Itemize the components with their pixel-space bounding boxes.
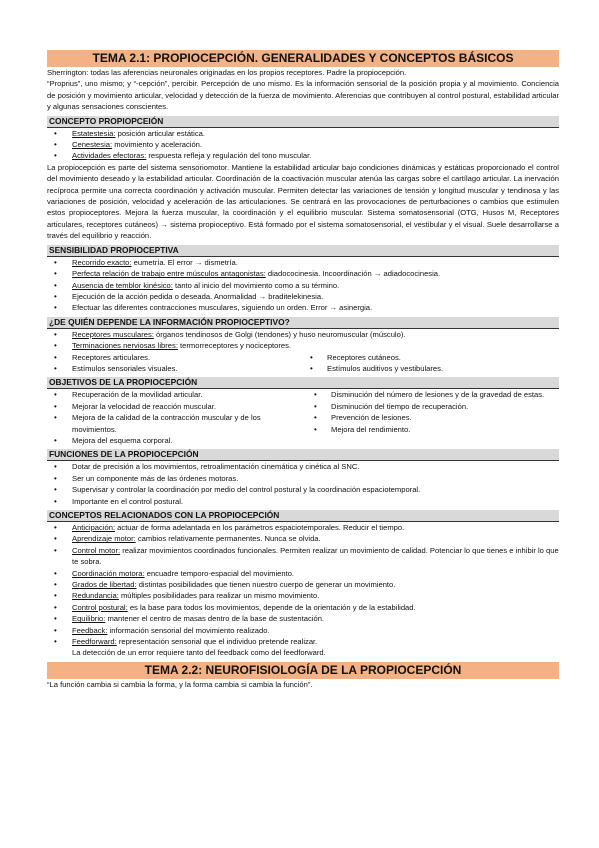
term: Cenestesia: bbox=[72, 140, 113, 150]
term: Equilibrio: bbox=[72, 614, 106, 624]
list-item bbox=[47, 545, 559, 568]
list-item bbox=[47, 579, 559, 590]
list-item: • Ser un componente más de las órdenes motoras. bbox=[47, 473, 559, 484]
term: Feedforward: bbox=[72, 637, 117, 647]
definition: encuadre temporo-espacial del movimiento. bbox=[144, 568, 295, 578]
list-item: • Receptores cutáneos. bbox=[303, 352, 559, 363]
list-item bbox=[47, 340, 559, 351]
list-item bbox=[47, 590, 559, 601]
list-item bbox=[47, 280, 559, 291]
document-page bbox=[47, 50, 559, 690]
term: Control motor: bbox=[72, 545, 121, 555]
list-item: • Dotar de precisión a los movimientos, retroalimentación cinemática y cinética al SNC. bbox=[47, 461, 559, 472]
list-item bbox=[47, 568, 559, 579]
list-item: • Receptores articulares. bbox=[47, 352, 303, 363]
definition: actuar de forma adelantada en los parámetros espaciotemporales. Reducir el tiempo. bbox=[115, 523, 405, 532]
list-item: • Recuperación de la movilidad articular. bbox=[47, 389, 299, 400]
concepto-list bbox=[47, 128, 559, 162]
list-item bbox=[47, 150, 559, 161]
objetivos-columns bbox=[47, 389, 559, 446]
depende-list bbox=[47, 329, 559, 352]
list-item bbox=[47, 257, 559, 268]
list-item: • Supervisar y controlar la coordinación por medio del control postural y la coordinación espaciotemporal. bbox=[47, 484, 559, 495]
list-item: • Disminución del número de lesiones y de la gravedad de estas. bbox=[307, 389, 559, 400]
depende-right-list bbox=[303, 352, 559, 375]
definition: movimiento y aceleración. bbox=[112, 140, 203, 150]
tema-1-title: TEMA 2.1: PROPIOCEPCIÓN. GENERALIDADES Y CONCEPTOS BÁSICOS bbox=[47, 50, 559, 67]
section-concepto-heading: CONCEPTO PROPIOPCEIÓN bbox=[47, 116, 559, 128]
list-item: • Mejorar la velocidad de reacción muscular. bbox=[47, 401, 299, 412]
section-objetivos-heading: OBJETIVOS DE LA PROPIOCEPCIÓN bbox=[47, 377, 559, 389]
definition: posición articular estática. bbox=[115, 128, 205, 138]
concepto-paragraph: La propiocepción es parte del sistema sensoriomotor. Mantiene la estabilidad articular bajo condiciones dinámicas y estáticas proporcionado el control del movimiento deseado y la estabilidad articular. Coordinación de la coactivación muscular atenúa las cargas sobre el cartílago articular. La inervación recíproca permite una correcta coordinación y activación muscular. Permiten detectar las variaciones de tensión y longitud muscular y tendinosa y las variaciones de posición, velocidad y aceleración de las articulaciones. Se centrará en las provocaciones de perturbaciones o cambios que estimulen estos propioceptores. Mejora la fuerza muscular, la coordinación y el equilibrio muscular. Sistema somatosensorial (OTG, Husos M, Receptores articulares, receptores cutáneos) → sistema propioceptivo. Está formado por el sistema somatosensorial, el vestibular y el visual. Suele desarrollarse a través del equilibrio y reacción. bbox=[47, 162, 559, 241]
list-item bbox=[47, 128, 559, 139]
term: Ausencia de temblor kinésico: bbox=[72, 280, 173, 290]
definition: termorreceptores y nociceptores. bbox=[177, 341, 292, 351]
objetivos-left-list bbox=[47, 389, 307, 446]
list-item bbox=[47, 533, 559, 544]
list-item: • Mejora del rendimiento. bbox=[307, 424, 559, 435]
term: Receptores musculares: bbox=[72, 329, 154, 339]
list-item bbox=[47, 613, 559, 624]
list-item: • Estímulos sensoriales visuales. bbox=[47, 363, 303, 374]
definition: es la base para todos los movimientos, depende de la orientación y de la estabilidad. bbox=[127, 602, 416, 612]
definition: diadococinesia. Incoordinación → adiadococinesia. bbox=[265, 269, 441, 279]
list-item: • Disminución del tiempo de recuperación. bbox=[307, 401, 559, 412]
term: Grados de libertad: bbox=[72, 580, 137, 590]
list-item bbox=[47, 139, 559, 150]
conceptos-list bbox=[47, 522, 559, 659]
list-item bbox=[47, 522, 559, 533]
term: Aprendizaje motor: bbox=[72, 534, 136, 544]
list-item: • Prevención de lesiones. bbox=[307, 412, 559, 423]
term: Coordinación motora: bbox=[72, 568, 145, 578]
list-item bbox=[47, 636, 559, 659]
list-item bbox=[47, 291, 559, 302]
list-item bbox=[47, 302, 559, 313]
term: Terminaciones nerviosas libres: bbox=[72, 341, 178, 351]
intro-line-1: Sherrington: todas las aferencias neuronales originadas en los propios receptores. Padre la propiocepción. bbox=[47, 68, 407, 77]
list-item: • Estímulos auditivos y vestibulares. bbox=[303, 363, 559, 374]
list-item bbox=[47, 329, 559, 340]
funciones-list bbox=[47, 461, 559, 507]
feedback-note: La detección de un error requiere tanto del feedback como del feedforward. bbox=[72, 648, 326, 658]
definition: Ejecución de la acción pedida o deseada. Anormalidad → braditelekinesia. bbox=[72, 291, 324, 301]
sensibilidad-list bbox=[47, 257, 559, 314]
depende-left-list bbox=[47, 352, 303, 375]
depende-columns bbox=[47, 352, 559, 375]
objetivos-right-list bbox=[307, 389, 559, 446]
term: Recorrido exacto: bbox=[72, 257, 132, 267]
definition: realizar movimientos coordinados funcionales. Permiten realizar un movimiento de calidad. Potenciar lo que tienes e inhibir lo que te sobra. bbox=[72, 545, 559, 567]
term: Redundancia: bbox=[72, 591, 119, 601]
section-sensibilidad-heading: SENSIBILIDAD PROPIOCEPTIVA bbox=[47, 245, 559, 257]
tema-2-title: TEMA 2.2: NEUROFISIOLOGÍA DE LA PROPIOCEPCIÓN bbox=[47, 662, 559, 679]
section-depende-heading: ¿DE QUIÉN DEPENDE LA INFORMACIÓN PROPIOCEPTIVO? bbox=[47, 317, 559, 329]
list-item bbox=[47, 602, 559, 613]
list-item bbox=[47, 625, 559, 636]
tema-2-quote: “La función cambia si cambia la forma, y la forma cambia si cambia la función”. bbox=[47, 679, 313, 689]
definition: representación sensorial que el individuo pretende realizar. bbox=[116, 637, 318, 647]
definition: mantener el centro de masas dentro de la base de sustentación. bbox=[105, 614, 325, 624]
definition: respuesta refleja y regulación del tono muscular. bbox=[146, 151, 312, 161]
definition: tanto al inicio del movimiento como a su término. bbox=[172, 280, 340, 290]
section-funciones-heading: FUNCIONES DE LA PROPIOCEPCIÓN bbox=[47, 449, 559, 461]
section-conceptos-heading: CONCEPTOS RELACIONADOS CON LA PROPIOCEPCIÓN bbox=[47, 510, 559, 522]
definition: eumetría. El error → dismetría. bbox=[131, 257, 238, 267]
definition: cambios relativamente permanentes. Nunca se olvida. bbox=[135, 534, 321, 544]
list-item: • Mejora de la calidad de la contracción muscular y de los movimientos. bbox=[47, 412, 299, 435]
term: Control postural: bbox=[72, 602, 128, 612]
list-item: • Importante en el control postural. bbox=[47, 496, 559, 507]
list-item bbox=[47, 268, 559, 279]
definition: información sensorial del movimiento realizado. bbox=[107, 625, 270, 635]
definition: distintas posibilidades que tienen nuestro cuerpo de generar un movimiento. bbox=[136, 580, 396, 590]
term: Anticipación: bbox=[72, 523, 116, 532]
term: Estatestesia: bbox=[72, 128, 116, 138]
term: Perfecta relación de trabajo entre músculos antagonistas: bbox=[72, 269, 266, 279]
term: Actividades efectoras: bbox=[72, 151, 147, 161]
definition: órganos tendinosos de Golgi (tendones) y huso neuromuscular (músculo). bbox=[153, 329, 406, 339]
definition: múltiples posibilidades para realizar un mismo movimiento. bbox=[118, 591, 320, 601]
definition: Efectuar las diferentes contracciones musculares, siguiendo un orden. Error → asinergia. bbox=[72, 303, 373, 313]
list-item: • Mejora del esquema corporal. bbox=[47, 435, 299, 446]
intro-line-2: “Proprius”, uno mismo; y “-cepción”, percibir. Percepción de uno mismo. Es la información sensorial de la posición propia y al movimiento. Conciencia de posición y movimiento articular, velocidad y detección de la fuerza de movimiento. Aferencias que contribuyen al control postural, estabilidad articular y algunas sensaciones conscientes. bbox=[47, 79, 559, 112]
term: Feedback: bbox=[72, 625, 108, 635]
